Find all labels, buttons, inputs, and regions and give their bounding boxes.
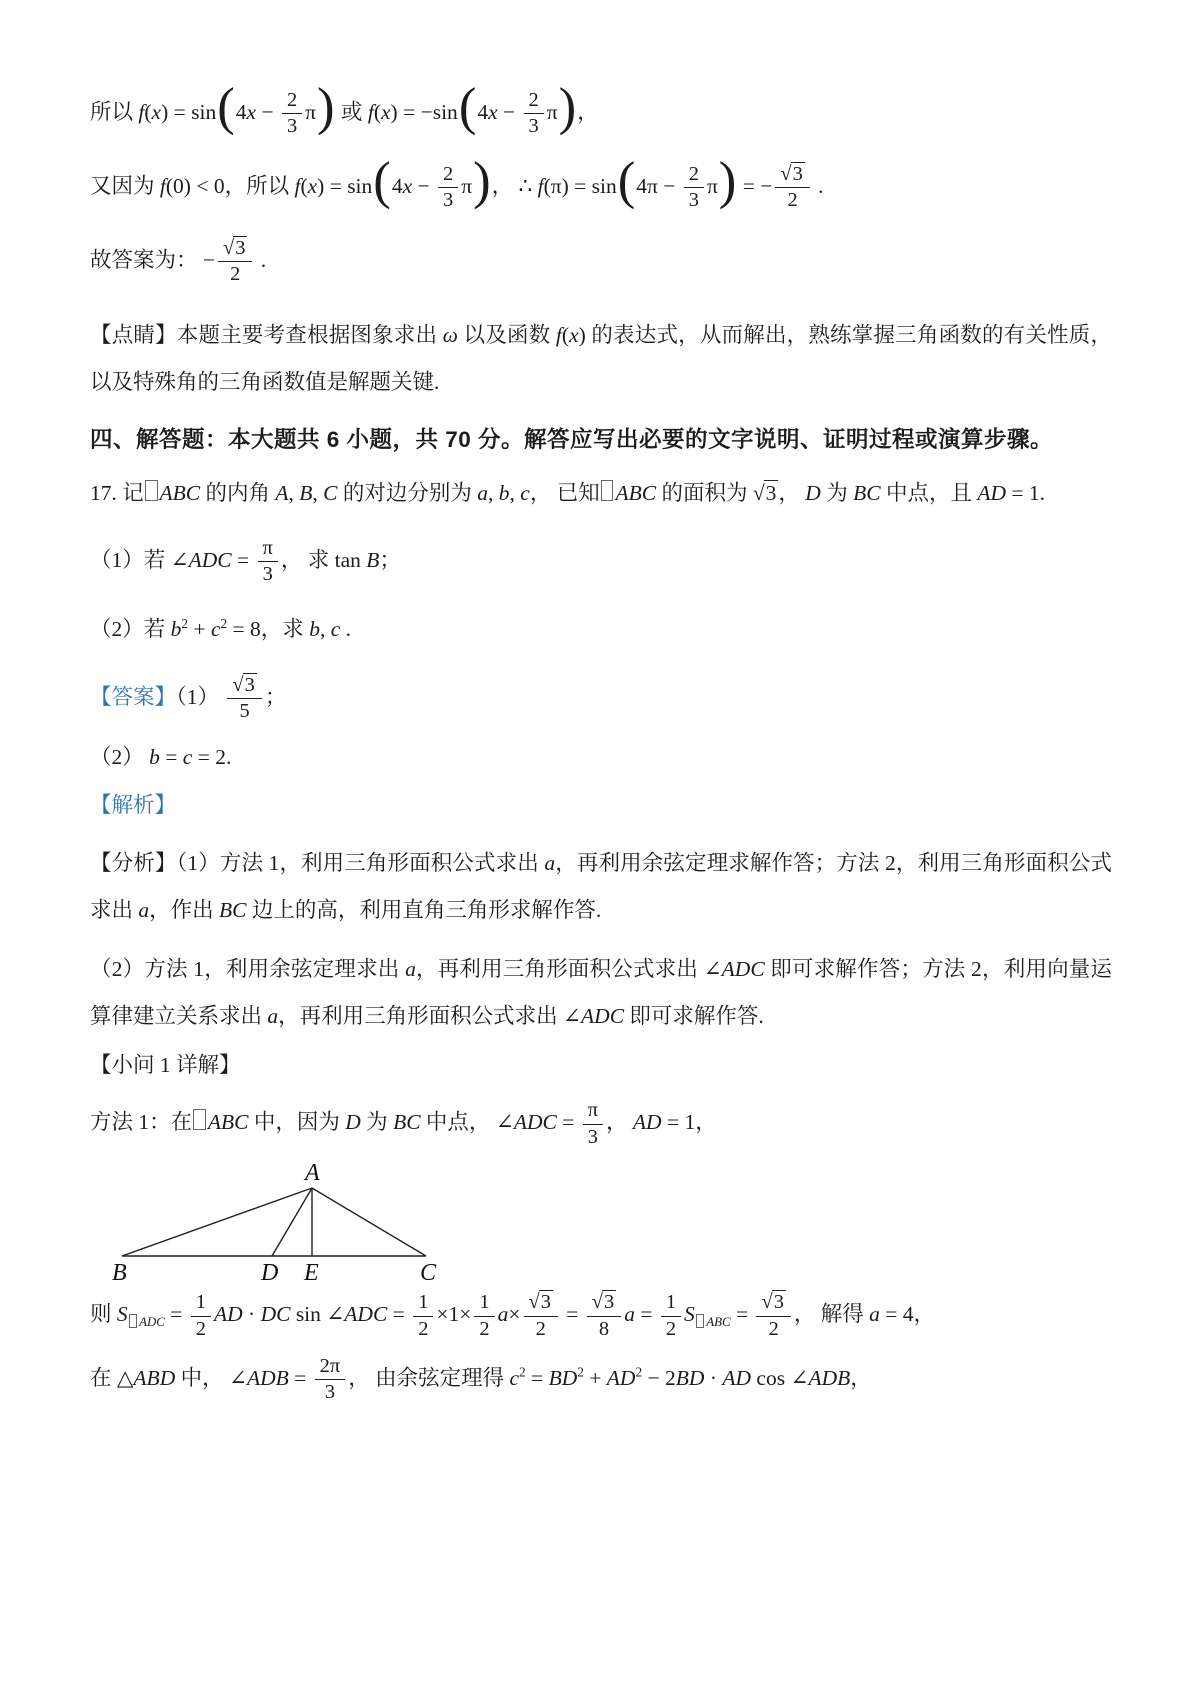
math-var: f: [159, 173, 166, 198]
sqrt-expression: √3: [761, 1291, 784, 1314]
math-text: 2: [665, 1317, 677, 1340]
math-text: ·: [242, 1301, 261, 1326]
math-var: B: [299, 480, 313, 505]
math-text: ,: [319, 617, 331, 642]
math-text: π: [587, 1099, 599, 1122]
math-var: a: [138, 898, 150, 923]
math-var: ADC: [581, 1004, 625, 1029]
math-text: 方法 1：在: [90, 1110, 193, 1135]
math-text: 1: [479, 1291, 490, 1314]
math-text: 中，因为: [248, 1110, 346, 1135]
math-text: =: [634, 1301, 658, 1326]
math-var: a: [497, 1301, 509, 1326]
math-text: 则: [90, 1301, 117, 1326]
math-text: 2: [787, 189, 798, 212]
vertex-label-c: C: [420, 1260, 437, 1287]
math-text: .: [340, 617, 351, 642]
fraction: [775, 164, 809, 212]
math-text: = 4，: [879, 1301, 936, 1326]
math-text: = 8，求: [227, 617, 310, 642]
math-var: BC: [853, 480, 881, 505]
fraction: [282, 90, 302, 138]
math-text: ， 已知: [529, 480, 600, 505]
math-var: x: [488, 99, 498, 124]
math-text: 【分析】（1）方法 1，利用三角形面积公式求出: [90, 851, 545, 876]
math-var: AD: [722, 1365, 752, 1390]
answer-line-2: [90, 744, 1112, 772]
math-text: 的对边分别为: [337, 480, 478, 505]
math-text: 2π: [319, 1354, 341, 1377]
math-var: a: [477, 480, 489, 505]
math-text: 即可求解作答；方法 2，利用向量运算律建立关系求出: [90, 957, 1112, 1029]
math-text: π: [546, 99, 558, 124]
math-text: 1: [195, 1291, 206, 1314]
math-text: π: [305, 99, 317, 124]
math-text: +: [583, 1365, 607, 1390]
math-text: − 2: [642, 1365, 676, 1390]
math-var: C: [323, 480, 338, 505]
math-text: ，作出: [149, 898, 220, 923]
math-var: x: [307, 173, 318, 198]
math-var: ABC: [706, 1315, 731, 1330]
segment-ad: [272, 1188, 312, 1256]
math-var: c: [520, 480, 530, 505]
method1-setup-line: [90, 1100, 1112, 1148]
math-text: 2: [286, 89, 298, 111]
math-var: ADC: [344, 1301, 388, 1326]
math-var: S: [116, 1301, 128, 1326]
fraction: [315, 1356, 346, 1404]
math-text: 的面积为: [656, 480, 753, 505]
side-ba: [122, 1188, 312, 1256]
math-text: =: [560, 1301, 584, 1326]
accent-label: 【答案】: [90, 684, 177, 709]
math-var: ADC: [513, 1110, 557, 1135]
math-text: （1）若 ∠: [90, 547, 189, 572]
math-text: (: [561, 322, 570, 347]
math-text: 1: [665, 1291, 677, 1314]
sqrt-expression: √3: [232, 673, 255, 696]
fraction: [438, 164, 458, 212]
math-text: 的内角: [200, 480, 276, 505]
math-text: ， 由余弦定理得: [348, 1365, 510, 1390]
missing-glyph-box: [145, 480, 158, 501]
fraction: [413, 1292, 433, 1340]
subscript: [128, 1315, 165, 1329]
vertex-label-e: E: [304, 1260, 319, 1287]
math-var: c: [330, 617, 341, 642]
math-text: ， 求 tan: [280, 547, 367, 572]
math-text: = 2.: [192, 745, 232, 770]
formula-because-f0: 又因为 f(0) < 0，所以 f(x) = sin(4x − $\frac{2}{3}$ π)， ∴ f(π) = sin(4π − $\frac{2}{3}$ π) = − $\frac{√3}{2}$ .: [90, 152, 824, 212]
math-text: =: [288, 1365, 312, 1390]
math-text: 2: [230, 263, 241, 286]
math-text: =: [231, 547, 255, 572]
fraction: [661, 1292, 681, 1340]
math-text: ，: [850, 1365, 872, 1390]
math-var: ω: [442, 322, 458, 347]
math-text: =: [159, 745, 183, 770]
answer-line-1: [90, 675, 1112, 723]
math-text: =: [525, 1365, 549, 1390]
analysis-paragraph-2: [90, 946, 1112, 1040]
math-text: −: [256, 99, 279, 124]
missing-glyph-box: [129, 1314, 137, 1327]
math-var: B: [366, 547, 380, 572]
math-text: cos ∠: [751, 1365, 809, 1390]
jiexi-label: [90, 792, 1112, 820]
math-text: 3: [262, 563, 273, 585]
math-text: .: [255, 247, 267, 272]
math-var: AD: [606, 1365, 636, 1390]
math-text: ) = −sin: [390, 99, 458, 124]
math-var: b: [170, 617, 182, 642]
math-text: ，: [606, 1110, 633, 1135]
math-text: ,: [288, 480, 300, 505]
math-text: +: [188, 617, 211, 642]
superscript: 2: [519, 1364, 526, 1380]
math-var: x: [246, 99, 257, 124]
math-text: 中点， ∠: [420, 1110, 514, 1135]
fraction: [258, 538, 278, 586]
fraction: [524, 1292, 558, 1340]
sqrt-expression: √3: [752, 480, 777, 505]
math-text: = 1，: [661, 1110, 717, 1135]
cosine-rule-line: [90, 1356, 1112, 1404]
fraction: [684, 164, 704, 212]
math-text: 边上的高，利用直角三角形求解作答.: [246, 898, 602, 923]
math-text: 3: [286, 115, 298, 138]
math-text: 所以: [90, 99, 139, 124]
fraction: [524, 90, 544, 138]
math-text: 【小问 1 详解】: [90, 1053, 241, 1078]
math-text: 【点睛】本题主要考查根据图象求出: [90, 322, 443, 347]
math-text: (0) < 0，所以: [165, 173, 295, 198]
math-text: 4: [391, 173, 403, 198]
math-text: −: [412, 173, 436, 198]
math-text: 2: [688, 162, 699, 185]
math-text: ，: [778, 480, 806, 505]
math-text: 2: [479, 1317, 490, 1340]
math-var: a: [624, 1301, 635, 1326]
math-text: =: [730, 1301, 754, 1326]
math-text: =: [556, 1110, 580, 1135]
math-var: a: [869, 1301, 880, 1326]
math-text: 故答案为： −: [90, 247, 216, 272]
math-text: ×: [508, 1301, 521, 1326]
section-heading: 四、解答题：本大题共 6 小题，共 70 分。解答应写出必要的文字说明、证明过程或演算步骤。: [90, 426, 1054, 452]
math-var: AD: [632, 1110, 662, 1135]
math-text: ，再利用余弦定理求解作答；方法 2，利用三角形面积公式求出: [90, 851, 1112, 923]
math-text: ,: [488, 480, 499, 505]
math-var: BC: [219, 898, 247, 923]
math-text: 3: [443, 189, 454, 212]
math-text: ，再利用三角形面积公式求出 ∠: [415, 957, 722, 982]
sqrt-expression: √3: [591, 1291, 615, 1314]
triangle-svg: [108, 1164, 453, 1286]
question-17-stem: [90, 480, 1112, 508]
math-text: ， ∴: [491, 173, 538, 198]
question-17-part1: [90, 538, 1112, 586]
math-text: 中， ∠: [175, 1365, 247, 1390]
math-text: 4: [235, 99, 247, 124]
math-text: −: [497, 99, 521, 124]
note-dianjing: [90, 312, 1112, 406]
math-var: b: [498, 480, 510, 505]
math-var: ADB: [246, 1365, 289, 1390]
math-text: 即可求解作答.: [624, 1004, 764, 1029]
math-text: (: [144, 99, 152, 124]
math-text: =: [387, 1301, 411, 1326]
math-text: (π) = sin: [543, 173, 617, 198]
math-text: ， 解得: [793, 1301, 870, 1326]
subquestion-1-label: [90, 1052, 1112, 1080]
math-text: ，再利用三角形面积公式求出 ∠: [278, 1004, 582, 1029]
math-var: b: [309, 617, 320, 642]
math-text: = −: [737, 173, 773, 198]
math-var: BD: [675, 1365, 705, 1390]
math-text: π: [461, 173, 473, 198]
superscript: 2: [635, 1364, 643, 1380]
math-var: AD: [213, 1301, 243, 1326]
math-var: c: [182, 745, 193, 770]
math-text: 4π −: [636, 173, 681, 198]
math-text: 3: [324, 1381, 336, 1404]
math-text: sin ∠: [290, 1301, 345, 1326]
math-text: 为: [360, 1110, 394, 1135]
math-var: S: [684, 1301, 695, 1326]
math-text: .: [812, 173, 824, 198]
math-text: ；: [264, 684, 287, 709]
math-var: ABC: [615, 480, 657, 505]
triangle-diagram: [108, 1164, 1112, 1292]
area-formula-line: [90, 1292, 1112, 1340]
missing-glyph-box: [193, 1109, 206, 1130]
math-var: a: [544, 851, 556, 876]
math-text: 2: [528, 89, 539, 111]
vertex-label-b: B: [112, 1260, 127, 1287]
math-var: ADC: [139, 1315, 165, 1330]
math-var: c: [210, 617, 221, 642]
math-text: =: [164, 1301, 188, 1326]
question-17-part2: [90, 615, 1112, 644]
math-var: f: [367, 99, 374, 124]
vertex-label-a: A: [305, 1164, 320, 1187]
math-text: 在 △: [90, 1365, 134, 1390]
missing-glyph-box: [601, 480, 614, 501]
math-var: ABC: [159, 480, 201, 505]
math-text: 又因为: [90, 173, 160, 198]
math-text: ,: [312, 480, 324, 505]
fraction: [587, 1292, 621, 1340]
math-var: f: [294, 173, 301, 198]
math-text: 3: [587, 1125, 598, 1148]
math-var: A: [275, 480, 289, 505]
math-text: ) = sin: [317, 173, 373, 198]
side-ac: [312, 1188, 426, 1256]
math-var: BC: [393, 1110, 421, 1135]
sqrt-expression: √3: [780, 162, 803, 185]
math-text: = 1.: [1006, 480, 1046, 505]
math-var: ADB: [808, 1365, 851, 1390]
fraction: [227, 675, 261, 723]
math-var: x: [381, 99, 391, 124]
fraction: [474, 1292, 494, 1340]
math-text: 2: [195, 1317, 206, 1340]
vertex-label-d: D: [261, 1260, 279, 1287]
math-text: （2）: [90, 745, 150, 770]
math-var: a: [267, 1004, 279, 1029]
superscript: 2: [577, 1364, 584, 1380]
accent-label: 【解析】: [90, 793, 177, 818]
math-var: f: [555, 322, 562, 347]
math-text: （2）若: [90, 617, 171, 642]
math-text: ·: [704, 1365, 723, 1390]
superscript: 2: [181, 616, 189, 632]
math-text: 5: [239, 699, 250, 722]
math-var: AD: [977, 480, 1007, 505]
math-text: （2）方法 1，利用余弦定理求出: [90, 957, 406, 982]
math-text: 中点，且: [880, 480, 978, 505]
fraction: [218, 238, 252, 286]
fraction: [756, 1292, 790, 1340]
formula-final-answer: [90, 238, 1112, 286]
math-var: x: [151, 99, 162, 124]
math-text: π: [262, 536, 273, 559]
math-var: f: [138, 99, 145, 124]
math-text: 2: [418, 1317, 429, 1340]
fraction: [191, 1292, 211, 1340]
math-text: 3: [688, 189, 699, 212]
math-var: x: [569, 322, 579, 347]
superscript: 2: [220, 616, 228, 632]
math-text: (: [300, 173, 308, 198]
math-text: 为: [820, 480, 854, 505]
math-var: ADC: [721, 957, 765, 982]
math-text: 2: [768, 1317, 779, 1340]
math-text: （1）: [176, 684, 225, 709]
sqrt-expression: √3: [528, 1291, 551, 1314]
math-text: 或: [335, 99, 368, 124]
math-text: 17. 记: [90, 480, 144, 505]
analysis-paragraph-1: [90, 840, 1112, 934]
math-text: 3: [528, 115, 539, 138]
math-text: π: [706, 173, 718, 198]
math-text: 1: [418, 1291, 429, 1314]
math-var: b: [149, 745, 160, 770]
math-var: D: [345, 1110, 361, 1135]
math-var: BD: [548, 1365, 578, 1390]
math-text: 4: [477, 99, 489, 124]
math-var: x: [402, 173, 413, 198]
math-text: ) 的表达式，从而解出，熟练掌握三角函数的有关性质，以及特殊角的三角函数值是解题关键.: [90, 322, 1112, 394]
subscript: [695, 1315, 731, 1329]
math-text: 8: [598, 1317, 610, 1340]
math-var: D: [805, 480, 821, 505]
missing-glyph-box: [696, 1314, 704, 1327]
math-text: 2: [443, 162, 454, 185]
math-text: ，: [577, 99, 599, 124]
math-text: (: [373, 99, 381, 124]
math-var: ABC: [207, 1110, 249, 1135]
math-text: 2: [535, 1317, 546, 1340]
math-var: a: [405, 957, 416, 982]
math-text: ；: [379, 547, 401, 572]
math-text: 以及函数: [457, 322, 556, 347]
math-text: ) = sin: [161, 99, 217, 124]
math-text: ×1×: [436, 1301, 472, 1326]
sqrt-expression: √3: [223, 236, 246, 259]
math-text: ,: [509, 480, 521, 505]
math-var: ABD: [133, 1365, 176, 1390]
math-var: ADC: [188, 547, 232, 572]
math-var: f: [537, 173, 544, 198]
math-var: c: [509, 1365, 519, 1390]
fraction: [583, 1100, 603, 1148]
math-var: DC: [260, 1301, 291, 1326]
formula-conclusion-fx: 所以 f(x) = sin(4x − $\frac{2}{3}$ π) 或 f(x) = −sin(4x − $\frac{2}{3}$ π)，: [90, 78, 599, 138]
